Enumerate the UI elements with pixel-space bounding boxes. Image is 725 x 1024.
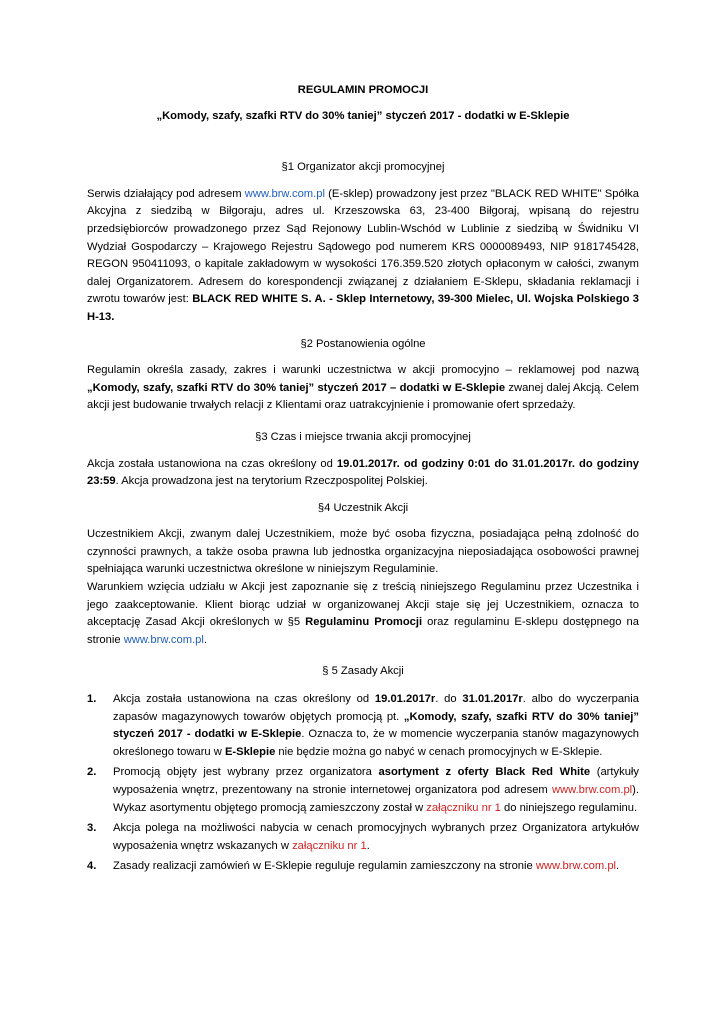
section-1-address: BLACK RED WHITE S. A. - Sklep Internetowy, 39-300 Mielec, Ul. Wojska Polskiego 3 H-13.: [87, 293, 640, 323]
section-1-paragraph: [87, 186, 639, 327]
section-5-heading: § 5 Zasady Akcji: [322, 665, 404, 678]
section-2-text-1: Regulamin określa zasady, zakres i warunki uczestnictwa w akcji promocyjno – reklamowej pod nazwą: [87, 364, 639, 377]
section-4-text-1: Warunkiem wzięcia udziału w Akcji jest zapoznanie się z treścią niniejszego Regulaminu przez Uczestnika i jego zaakceptowanie. Klient biorąc udział w organizowanej Akcji staje się jej Uczestnikiem, oznacza to akceptację Zasad Akcji określonych w §5: [87, 581, 639, 629]
rule-text: nie będzie można go nabyć w cenach promocyjnych w E-Sklepie.: [275, 745, 603, 758]
rule-text: . Oznacza to, że w momencie wyczerpania stanów magazynowych określonego towaru w: [113, 728, 640, 758]
rule-item-1: [87, 691, 639, 761]
annex-link[interactable]: załączniku nr 1: [426, 801, 501, 814]
rule-text: Promocją objęty jest wybrany przez organizatora: [113, 766, 379, 779]
section-3-dates: 19.01.2017r. od godziny 0:01 do 31.01.2017r. do godziny 23:59: [87, 457, 639, 488]
rule-text: Akcja polega na możliwości nabycia w cenach promocyjnych wybranych przez Organizatora artykułów wyposażenia wnętrz wskazanych w: [113, 822, 639, 852]
section-4-paragraph-2: [87, 579, 639, 649]
section-3-paragraph: [87, 456, 639, 491]
section-1-heading: §1 Organizator akcji promocyjnej: [281, 161, 445, 174]
section-4-paragraph-1: Uczestnikiem Akcji, zwanym dalej Uczestnikiem, może być osoba fizyczna, posiadająca pełną zdolność do czynności prawnych, a także osoba prawna lub jednostka organizacyjna nieposiadająca osobowości prawnej spełniająca warunki uczestnictwa określone w niniejszym Regulaminie.: [87, 528, 639, 576]
rule-item-3: [87, 820, 639, 855]
rule-text: . do: [435, 693, 463, 706]
brw-link[interactable]: www.brw.com.pl: [535, 860, 617, 873]
brw-link[interactable]: www.brw.com.pl: [551, 784, 633, 796]
rule-item-2: [87, 764, 639, 817]
section-1-text-2: (E-sklep) prowadzony jest przez "BLACK RED WHITE" Spółka Akcyjna z siedzibą w Biłgoraju, adres ul. Krzeszowska 63, 23-400 Biłgoraj, wpisaną do rejestru przedsiębiorców prowadzonego przez Sąd Rejonowy Lublin-Wschód w Lublinie z siedzibą w Świdniku VI Wydział Gospodarczy – Krajowego Rejestru Sądowego pod numerem KRS 0000089493, NIP 9181745428, REGON 950411093, o kapitale zakładowym w wysokości 176.359.520 złotych opłaconym w całości, zwanym dalej Organizatorem. Adresem do korespondencji związanej z działaniem E-Sklepu, składania reklamacji i zwrotu towarów jest:: [87, 187, 639, 306]
rule-text: ). Wykaz asortymentu objętego promocją zamieszczony został w: [113, 784, 639, 814]
rule-number: 1.: [87, 693, 97, 706]
rule-end-date: 31.01.2017r: [462, 693, 523, 706]
section-3-text-1: Akcja została ustanowiona na czas określony od: [87, 457, 337, 470]
rule-text: .: [366, 839, 370, 852]
rule-number: 4.: [87, 860, 97, 873]
rule-text: (artykuły wyposażenia wnętrz, prezentowany na stronie internetowej organizatora pod adresem: [113, 766, 639, 796]
section-1-text-1: Serwis działający pod adresem: [87, 187, 245, 200]
document-subtitle: „Komody, szafy, szafki RTV do 30% taniej” styczeń 2017 - dodatki w E-Sklepie: [156, 109, 570, 122]
rule-assortment: asortyment z oferty Black Red White: [378, 766, 591, 779]
section-4-text-2: oraz regulaminu E-sklepu dostępnego na stronie: [87, 616, 639, 646]
section-2-promo-name: „Komody, szafy, szafki RTV do 30% taniej” styczeń 2017 – dodatki w E-Sklepie: [87, 381, 506, 394]
rule-number: 3.: [87, 822, 97, 835]
rule-text: Zasady realizacji zamówień w E-Sklepie reguluje regulamin zamieszczony na stronie: [113, 860, 536, 873]
rule-shop-name: E-Sklepie: [224, 745, 276, 758]
section-4-text-3: .: [203, 633, 207, 646]
brw-link[interactable]: www.brw.com.pl: [123, 633, 204, 646]
rules-list: [87, 691, 639, 876]
rule-text: . albo do wyczerpania zapasów magazynowych towarów objętych promocją pt.: [113, 693, 639, 723]
section-2-paragraph: [87, 362, 639, 415]
document-content: [87, 82, 639, 876]
rule-start-date: 19.01.2017r: [374, 693, 436, 706]
rule-text: .: [616, 860, 620, 873]
section-2-heading: §2 Postanowienia ogólne: [300, 337, 426, 350]
brw-link[interactable]: www.brw.com.pl: [244, 187, 325, 200]
section-2-text-2: zwanej dalej Akcją. Celem akcji jest budowanie trwałych relacji z Klientami oraz uatrakcyjnienie i promowanie ofert sprzedaży.: [87, 381, 639, 412]
section-4-regulation-name: Regulaminu Promocji: [305, 616, 423, 629]
rule-item-4: [87, 858, 639, 876]
rule-promo-name: „Komody, szafy, szafki RTV do 30% taniej” styczeń 2017 - dodatki w E-Sklepie: [113, 710, 639, 741]
section-3-heading: §3 Czas i miejsce trwania akcji promocyjnej: [255, 430, 471, 443]
rule-text: Akcja została ustanowiona na czas określony od: [113, 693, 375, 706]
rule-number: 2.: [87, 766, 97, 779]
annex-link[interactable]: załączniku nr 1: [292, 839, 367, 852]
section-3-text-2: . Akcja prowadzona jest na terytorium Rzeczpospolitej Polskiej.: [115, 475, 428, 488]
document-title: REGULAMIN PROMOCJI: [297, 84, 429, 96]
rule-text: do niniejszego regulaminu.: [500, 801, 638, 814]
section-4-heading: §4 Uczestnik Akcji: [317, 501, 409, 514]
